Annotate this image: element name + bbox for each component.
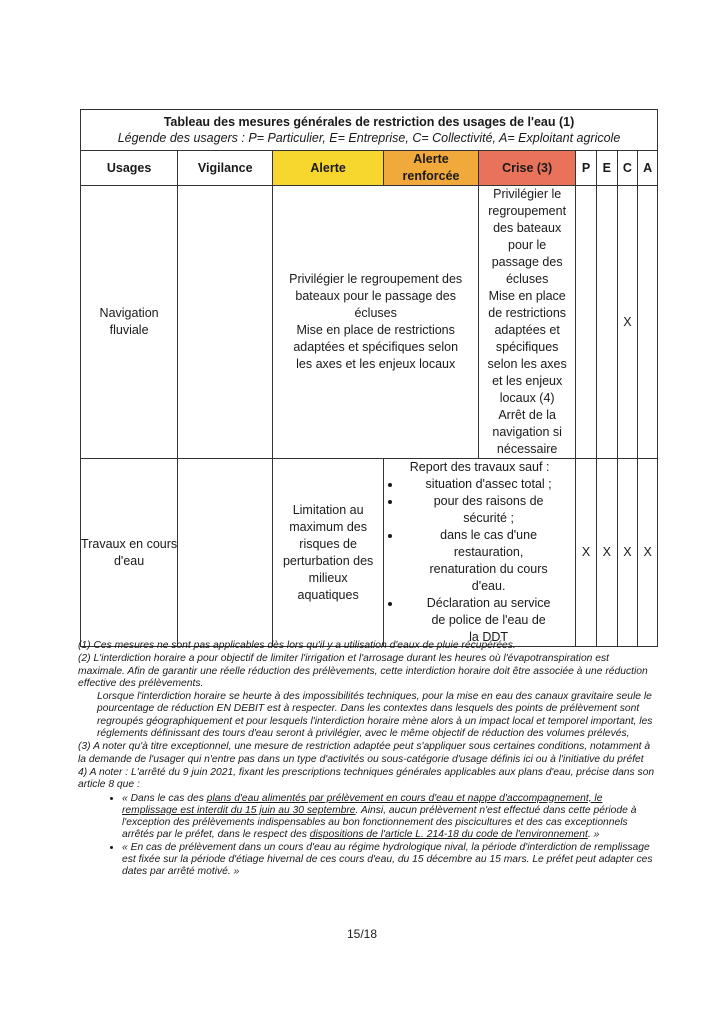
header-a: A bbox=[638, 151, 658, 186]
report-head: Report des travaux sauf : bbox=[409, 460, 550, 474]
header-vigilance: Vigilance bbox=[178, 151, 273, 186]
report-list bbox=[384, 476, 575, 646]
usage-cell: Navigation fluviale bbox=[81, 186, 178, 459]
list-item: • « En cas de prélèvement dans un cours d'eau au régime hydrologique nival, la période d'interdiction de remplissage est fixée sur la période d'étiage hivernal de ces cours d'eau, du 15 décembre au 15 mars. Le préfet peut adapter ces dates par arrêté motivé. » bbox=[122, 842, 658, 879]
restriction-table bbox=[80, 109, 658, 647]
list-item: • « Dans le cas des plans d'eau alimentés par prélèvement en cours d'eau et nappe d'accompagnement, le remplissage est interdit du 15 juin au 30 septembre. Ainsi, aucun prélèvement n'est effectué dans cette période à l'exception des prélèvements indispensables au bon fonctionnement des piscicultures et des cas exceptionnels arrêtés par le préfet, dans le respect des dispositions de l'article L. 214-18 du code de l'environnement. » bbox=[122, 793, 658, 842]
mark-c: X bbox=[617, 459, 638, 647]
usage-cell: Travaux en cours d'eau bbox=[81, 459, 178, 647]
footnotes bbox=[78, 640, 658, 879]
underlined-text: dispositions de l'article L. 214-18 du code de l'environnement bbox=[309, 829, 588, 841]
table-title-cell bbox=[81, 110, 658, 151]
list-item: • dans le cas d'une restauration, renaturation du cours d'eau. bbox=[402, 527, 575, 595]
list-item: • Déclaration au service de police de l'eau de la DDT bbox=[402, 595, 575, 646]
alerte-merged-cell: Privilégier le regroupement des bateaux pour le passage des écluses Mise en place de restrictions adaptées et spécifiques selon les axes et les enjeux locaux bbox=[273, 186, 479, 459]
header-crise: Crise (3) bbox=[479, 151, 576, 186]
list-item: • pour des raisons de sécurité ; bbox=[402, 493, 575, 527]
mark-c: X bbox=[617, 186, 638, 459]
header-usages: Usages bbox=[81, 151, 178, 186]
mark-a: X bbox=[638, 459, 658, 647]
mark-p bbox=[576, 186, 597, 459]
report-cell bbox=[383, 459, 575, 647]
mark-p: X bbox=[576, 459, 597, 647]
header-alerte-renforcee: Alerte renforcée bbox=[383, 151, 478, 186]
vigilance-cell bbox=[178, 459, 273, 647]
vigilance-cell bbox=[178, 186, 273, 459]
mark-a bbox=[638, 186, 658, 459]
header-p: P bbox=[576, 151, 597, 186]
footnote-4: 4) A noter : L'arrêté du 9 juin 2021, fixant les prescriptions techniques générales applicables aux plans d'eau, précise dans son article 8 que : bbox=[78, 766, 655, 791]
footnote-4-quotes bbox=[78, 793, 658, 879]
underlined-text: plans d'eau alimentés par prélèvement en cours d'eau et nappe d'accompagnement, le remplissage est interdit du 15 juin au 30 septembre bbox=[122, 792, 603, 816]
page-number: 15/18 bbox=[346, 927, 378, 941]
list-item: • situation d'assec total ; bbox=[402, 476, 575, 493]
header-e: E bbox=[596, 151, 617, 186]
footnote-1: (1) Ces mesures ne sont pas applicables dès lors qu'il y a utilisation d'eaux de pluie récupérées. bbox=[78, 640, 516, 651]
crise-cell: Privilégier le regroupement des bateaux pour le passage des écluses Mise en place de restrictions adaptées et spécifiques selon les axes et les enjeux locaux (4) Arrêt de la navigation si nécessaire bbox=[479, 186, 576, 459]
mark-e: X bbox=[596, 459, 617, 647]
header-c: C bbox=[617, 151, 638, 186]
table-row bbox=[81, 186, 658, 459]
header-alerte: Alerte bbox=[273, 151, 384, 186]
alerte-cell: Limitation au maximum des risques de perturbation des milieux aquatiques bbox=[273, 459, 384, 647]
footnote-2: (2) L'interdiction horaire a pour objectif de limiter l'irrigation et l'arrosage durant les heures où l'évapotranspiration est maximale. Afin de garantir une réelle réduction des prélèvements, cette interdiction horaire doit être associée à une réduction effective des prélèvements. bbox=[78, 653, 648, 689]
footnote-3: (3) A noter qu'à titre exceptionnel, une mesure de restriction adaptée peut s'appliquer sous certaines conditions, notamment à la demande de l'usager qui n'entre pas dans un type d'activités ou sous-catégorie d'usage définis ici ou à l'initiative du préfet bbox=[78, 741, 651, 765]
table-row bbox=[81, 459, 658, 647]
table-legend: Légende des usagers : P= Particulier, E= Entreprise, C= Collectivité, A= Exploitant agricole bbox=[117, 131, 621, 145]
mark-e bbox=[596, 186, 617, 459]
footnote-2-continued: Lorsque l'interdiction horaire se heurte à des impossibilités techniques, pour la mise en eau des canaux gravitaire seule le pourcentage de réduction EN DEBIT est à respecter. Dans les contextes dans lesquels des points de prélèvement sont regroupés géographiquement et pour lesquels l'interdiction horaire mène alors à un impact local et temporel important, les réglements définissant des tours d'eau seront à privilégier, avec le même objectif de réduction des volumes prélevés, bbox=[97, 691, 653, 740]
table-title: Tableau des mesures générales de restriction des usages de l'eau (1) bbox=[163, 115, 575, 129]
